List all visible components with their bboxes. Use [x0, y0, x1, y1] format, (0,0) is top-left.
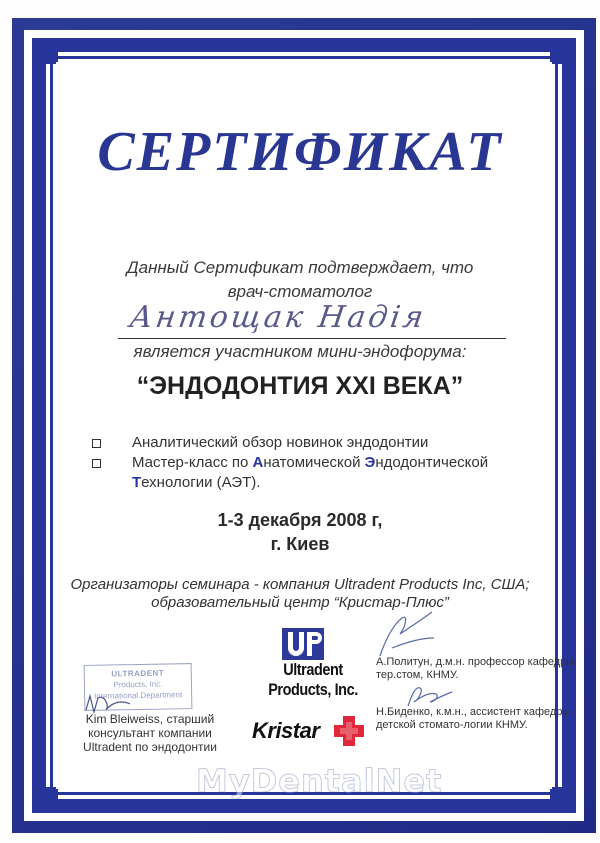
- kristar-logo-text: Kristar: [252, 718, 320, 743]
- event-dates: 1-3 декабря 2008 г,: [217, 510, 383, 530]
- ultradent-logo-text: Ultradent: [283, 660, 343, 679]
- participation-text: является участником мини-эндофорума:: [133, 342, 467, 361]
- forum-title: “ЭНДОДОНТИЯ XXI ВЕКА”: [136, 372, 464, 400]
- intro-line-1: Данный Сертификат подтверждает, что: [126, 258, 474, 277]
- kristar-cross-icon: [332, 714, 366, 748]
- name-underline: [118, 338, 506, 339]
- signatory-politun: А.Политун, д.м.н. профессор кафедры тер.стом, КНМУ.: [376, 656, 575, 681]
- watermark: MyDentalNet: [196, 762, 443, 800]
- organizers-line-1: Организаторы семинара - компания Ultradent Products Inc, США;: [70, 576, 530, 593]
- signature-politun: [372, 608, 442, 660]
- program-item-1: Аналитический обзор новинок эндодонтии: [132, 434, 429, 451]
- recipient-name: Антощак Надія: [127, 300, 429, 335]
- ultradent-logo-icon: [282, 628, 324, 660]
- program-item-2: Мастер-класс по Анатомической Эндодонтической: [132, 454, 489, 471]
- program-item-2-continued: Технологии (АЭТ).: [132, 474, 261, 491]
- organizers-line-2: образовательный центр “Кристар-Плюс”: [151, 594, 449, 611]
- signatory-left: Kim Bleiweiss, старший консультант компании Ultradent по эндодонтии: [83, 712, 217, 754]
- intro-line-2: врач-стоматолог: [227, 282, 373, 301]
- checkbox-bullet-icon: [92, 459, 102, 469]
- checkbox-bullet-icon: [92, 439, 102, 449]
- signatory-bidenko: Н.Биденко, к.м.н., ассистент кафедры детской стомато-логии КНМУ.: [376, 706, 571, 731]
- event-city: г. Киев: [270, 534, 330, 554]
- certificate-title: СЕРТИФИКАТ: [97, 121, 503, 183]
- company-stamp: ULTRADENT Products, Inc. International Department: [84, 663, 193, 711]
- ultradent-logo-subtext: Products, Inc.: [268, 680, 358, 699]
